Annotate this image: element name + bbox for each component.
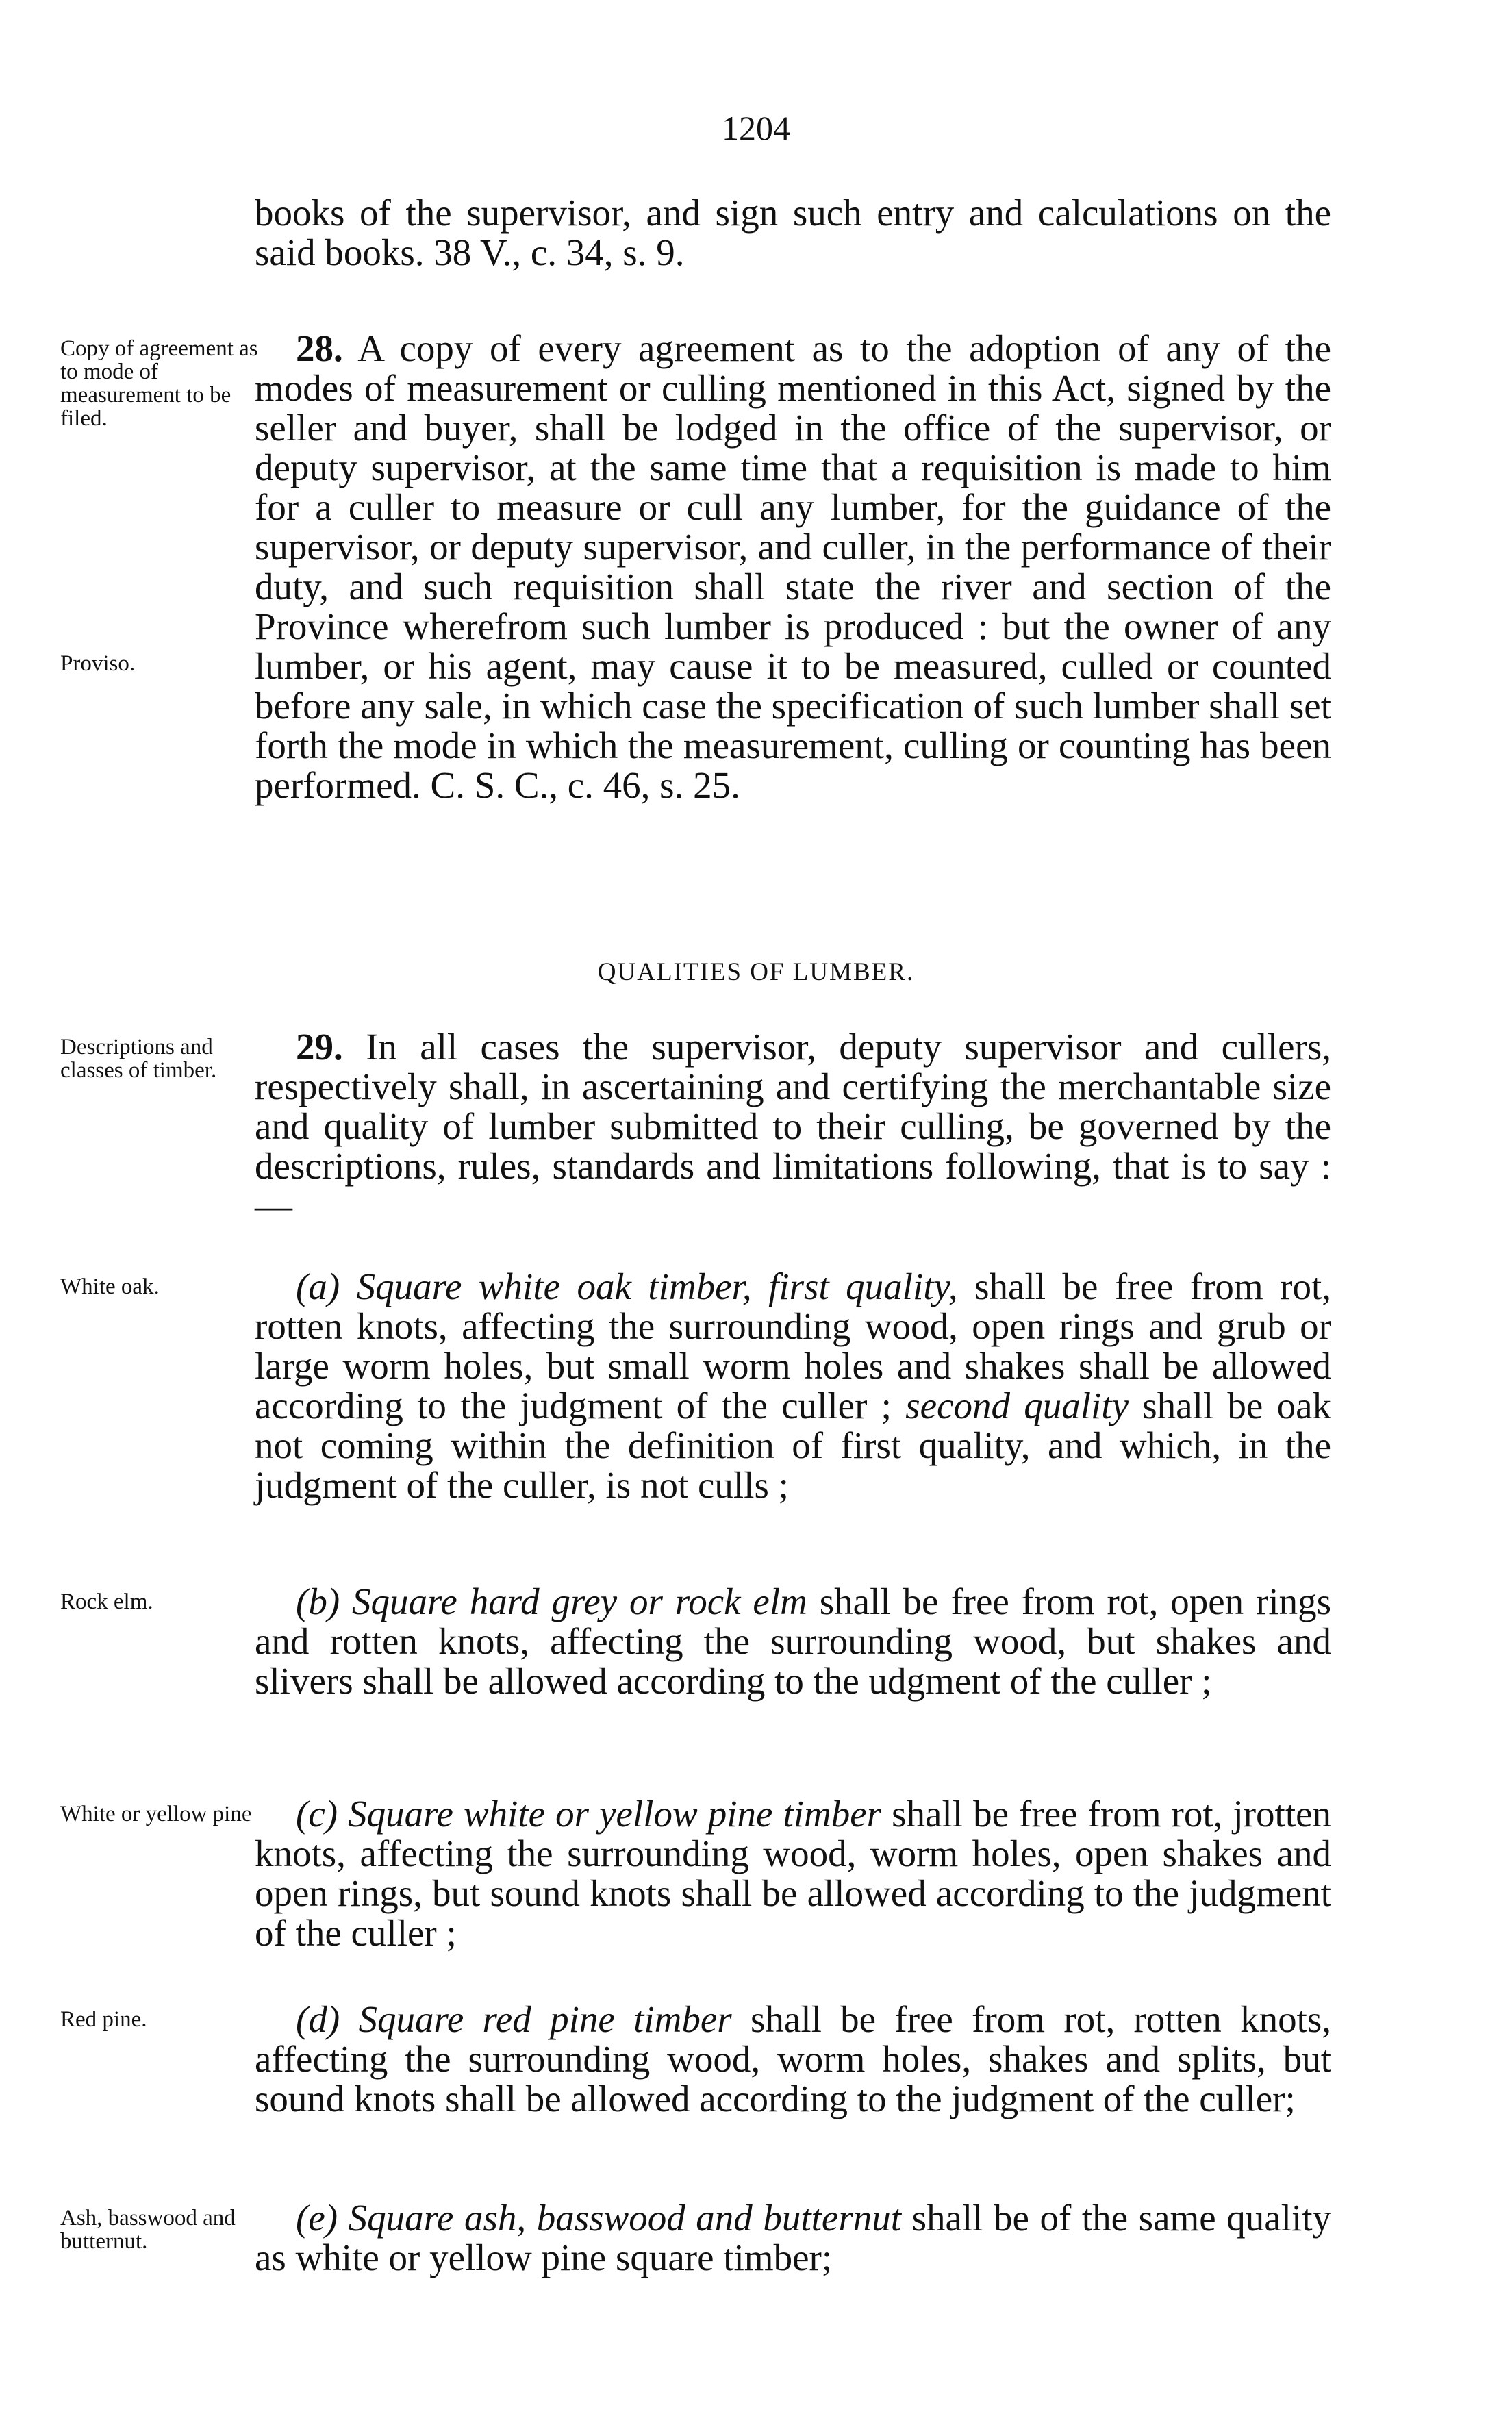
item-e-text: shall be of the same quality as white or yellow pine square timber; [255,2197,1332,2278]
section-28-text: A copy of every agreement as to the adoption of any of the modes of measurement or culling mentioned in this Act, signed by the seller and buyer, shall be lodged in the office of the supervisor, or deputy supervisor, at the same time that a requisition is made to him for a culler to measure or cull any lumber, for the guidance of the supervisor, or deputy supervisor, and culler, in the performance of their duty, and such requisition shall state the river and section of the Province wherefrom such lumber is produced : but the owner of any lumber, or his agent, may cause it to be measured, culled or counted before any sale, in which case the specification of such lumber shall set forth the mode in which the measurement, culling or counting has been performed. C. S. C., c. 46, s. 25. [255,327,1332,806]
section-28-paragraph [255,329,1331,805]
section-heading: QUALITIES OF LUMBER. [597,958,915,986]
section-28-number: 28. [296,327,343,369]
item-a-text-after: shall be oak not coming within the definition of first quality, and which, in the judgment of the culler, is not culls ; [255,1385,1332,1506]
item-b [255,1582,1331,1701]
section-29-paragraph [255,1027,1331,1226]
item-b-italic-lead: Square hard grey or rock elm [352,1581,807,1622]
item-c-italic-lead: Square white or yellow pine timber [348,1793,882,1835]
item-b-label: (b) [296,1581,340,1622]
page-number: 1204 [722,109,790,147]
item-d-text: shall be free from rot, rotten knots, affecting the surrounding wood, worm holes, shakes and splits, but sound knots shall be allowed according to the judgment of the culler; [255,1998,1332,2119]
item-c [255,1794,1331,1953]
item-c-label: (c) [296,1793,338,1835]
item-e [255,2198,1331,2278]
item-d-italic-lead: Square red pine timber [358,1998,732,2040]
margin-note-ash-basswood-butternut: Ash, basswood and butternut. [60,2206,236,2254]
section-29-number: 29. [296,1026,343,1068]
item-a [255,1267,1331,1505]
margin-note-copy-of-agreement: Copy of agreement as to mode of measurement to be filed. [60,336,258,431]
item-d-label: (d) [296,1998,340,2040]
margin-note-white-oak: White oak. [60,1274,160,1299]
margin-note-descriptions: Descriptions and classes of timber. [60,1035,217,1083]
item-a-text: shall be free from rot, rotten knots, affecting the surrounding wood, open rings and grub or large worm holes, but small worm holes and shakes shall be allowed according to the judgment of the culler ; [255,1266,1331,1426]
margin-note-red-pine: Red pine. [60,2007,147,2032]
item-b-text: shall be free from rot, open rings and rotten knots, affecting the surrounding wood, but shakes and slivers shall be allowed according to the udgment of the culler ; [255,1581,1332,1702]
section-29-text: In all cases the supervisor, deputy supervisor and cullers, respectively shall, in ascertaining and certifying the merchantable size and quality of lumber submitted to their culling, be governed by the descriptions, rules, standards and limitations following, that is to say :— [255,1026,1331,1226]
item-d [255,2000,1331,2119]
item-e-italic-lead: Square ash, basswood and butternut [348,2197,901,2239]
margin-note-white-yellow-pine: White or yellow pine [60,1802,252,1826]
continuation-paragraph: books of the supervisor, and sign such entry and calculations on the said books. 38 V., c. 34, s. 9. [255,192,1331,273]
item-a-italic-mid: second quality [905,1385,1129,1426]
item-e-label: (e) [296,2197,338,2239]
margin-note-proviso: Proviso. [60,651,136,676]
margin-note-rock-elm: Rock elm. [60,1589,153,1614]
item-a-italic-lead: Square white oak timber, first quality, [356,1266,958,1307]
item-a-label: (a) [296,1266,340,1307]
item-c-text: shall be free from rot, jrotten knots, affecting the surrounding wood, worm holes, open shakes and open rings, but sound knots shall be allowed according to the judgment of the culler ; [255,1793,1332,1954]
